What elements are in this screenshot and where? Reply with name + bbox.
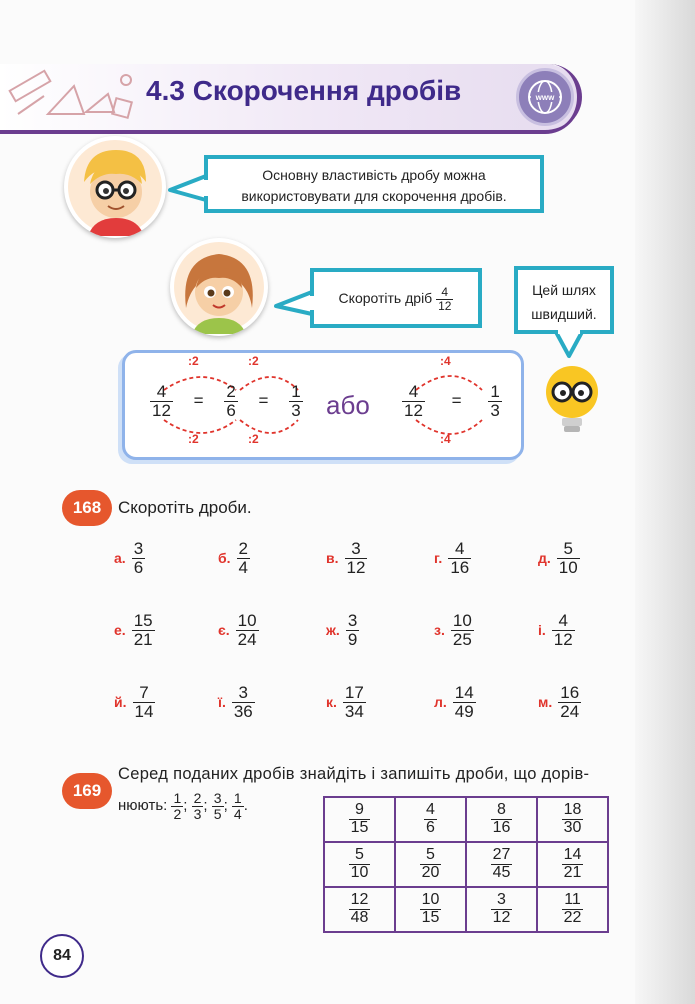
page-number: 84 bbox=[40, 934, 84, 978]
item-fraction bbox=[453, 684, 476, 721]
numerator: 5 bbox=[349, 847, 371, 865]
numerator: 4 bbox=[150, 383, 173, 402]
exercise-168-number: 168 bbox=[62, 490, 112, 526]
item-label: і. bbox=[538, 622, 546, 639]
example-chain-2 bbox=[402, 383, 502, 420]
numerator: 3 bbox=[213, 790, 222, 806]
section-title: 4.3 Скорочення дробів bbox=[146, 75, 462, 106]
cell-fraction bbox=[491, 847, 513, 882]
cell-fraction bbox=[420, 847, 442, 882]
table-cell bbox=[324, 797, 395, 842]
target-fraction bbox=[192, 791, 204, 821]
numerator: 16 bbox=[560, 683, 580, 702]
item-fraction bbox=[236, 612, 259, 649]
numerator: 2 bbox=[238, 539, 249, 558]
item-fraction bbox=[345, 540, 368, 577]
exercise-168-item bbox=[326, 684, 366, 721]
girl-speech-text: Скоротіть дріб bbox=[338, 290, 433, 306]
denominator: 6 bbox=[226, 400, 236, 420]
denominator: 16 bbox=[492, 819, 511, 836]
table-cell bbox=[537, 797, 608, 842]
denominator: 24 bbox=[560, 701, 580, 721]
cell-fraction bbox=[562, 802, 584, 837]
exercise-168-item bbox=[114, 684, 155, 721]
item-label: д. bbox=[538, 550, 551, 567]
exercise-168-item bbox=[434, 612, 474, 649]
denominator: 22 bbox=[563, 909, 582, 926]
girl-avatar bbox=[170, 238, 268, 336]
item-fraction bbox=[552, 612, 575, 649]
numerator: 15 bbox=[133, 611, 153, 630]
table-row bbox=[324, 842, 608, 887]
denominator: 12 bbox=[152, 400, 171, 420]
example-fraction bbox=[224, 383, 237, 420]
item-fraction bbox=[133, 684, 156, 721]
item-fraction bbox=[343, 684, 366, 721]
item-fraction bbox=[132, 540, 145, 577]
denominator: 15 bbox=[421, 909, 440, 926]
exercise-168-item bbox=[326, 540, 367, 577]
numerator: 8 bbox=[491, 802, 513, 820]
step2-top-label: :2 bbox=[248, 354, 259, 368]
numerator: 7 bbox=[133, 684, 156, 703]
numerator: 5 bbox=[420, 847, 442, 865]
numerator: 27 bbox=[492, 846, 511, 864]
denominator: 16 bbox=[450, 557, 470, 577]
numerator: 1 bbox=[173, 790, 182, 806]
item-label: к. bbox=[326, 694, 337, 711]
denominator: 30 bbox=[563, 819, 582, 836]
denominator: 45 bbox=[492, 864, 511, 881]
denominator: 21 bbox=[133, 629, 153, 649]
table-cell bbox=[324, 842, 395, 887]
cell-fraction bbox=[420, 892, 442, 927]
numerator: 1 bbox=[233, 790, 242, 806]
denominator: 24 bbox=[237, 629, 257, 649]
numerator: 3 bbox=[345, 540, 368, 559]
exercise-168-item bbox=[538, 540, 580, 577]
table-row bbox=[324, 797, 608, 842]
item-label: б. bbox=[218, 550, 231, 567]
girl-fraction-denominator: 12 bbox=[438, 298, 452, 313]
target-fraction bbox=[212, 791, 224, 821]
globe-icon bbox=[519, 71, 571, 123]
table-cell bbox=[324, 887, 395, 932]
item-fraction bbox=[237, 540, 250, 577]
item-fraction bbox=[132, 612, 155, 649]
item-fraction bbox=[558, 684, 581, 721]
geometry-tools-icon bbox=[4, 66, 144, 126]
cell-fraction bbox=[491, 892, 513, 927]
item-label: а. bbox=[114, 550, 126, 567]
denominator: 48 bbox=[350, 909, 369, 926]
equals-sign: = bbox=[258, 390, 269, 410]
bulb-bubble-tail bbox=[552, 330, 586, 360]
table-cell bbox=[466, 842, 537, 887]
denominator: 9 bbox=[347, 629, 358, 649]
item-label: з. bbox=[434, 622, 445, 639]
exercise-168-item bbox=[218, 612, 259, 649]
denominator: 12 bbox=[492, 909, 511, 926]
denominator: 3 bbox=[490, 400, 500, 420]
cell-fraction bbox=[349, 802, 371, 837]
equals-sign: = bbox=[193, 390, 204, 410]
table-cell bbox=[537, 887, 608, 932]
numerator: 5 bbox=[557, 540, 580, 559]
cell-fraction bbox=[491, 802, 513, 837]
denominator: 10 bbox=[558, 557, 578, 577]
numerator: 2 bbox=[193, 790, 202, 806]
badge-label: www bbox=[535, 93, 555, 102]
example-fraction bbox=[402, 383, 425, 420]
girl-bubble-tail bbox=[274, 286, 314, 316]
exercise-169-line1: Серед поданих дробів знайдіть і запишіть дроби, що дорів- bbox=[118, 765, 590, 783]
target-fraction bbox=[171, 791, 183, 821]
boy-speech-bubble bbox=[204, 155, 544, 213]
item-label: й. bbox=[114, 694, 127, 711]
table-cell bbox=[466, 887, 537, 932]
table-cell bbox=[395, 887, 466, 932]
numerator: 3 bbox=[232, 684, 255, 703]
denominator: 25 bbox=[452, 629, 472, 649]
numerator: 14 bbox=[563, 846, 582, 864]
denominator: 12 bbox=[553, 629, 573, 649]
exercise-168-item bbox=[434, 540, 471, 577]
quick-top-label: :4 bbox=[440, 354, 451, 368]
numerator: 1 bbox=[291, 382, 301, 401]
cell-fraction bbox=[562, 892, 584, 927]
cell-fraction bbox=[349, 847, 371, 882]
numerator: 2 bbox=[226, 382, 236, 401]
exercise-169-line2-text: нюють: bbox=[118, 797, 168, 815]
numerator: 4 bbox=[552, 612, 575, 631]
boy-avatar bbox=[64, 136, 166, 238]
item-label: в. bbox=[326, 550, 339, 567]
numerator: 3 bbox=[491, 892, 513, 910]
item-label: ж. bbox=[326, 622, 340, 639]
denominator: 6 bbox=[426, 819, 435, 836]
item-fraction bbox=[557, 540, 580, 577]
item-fraction bbox=[346, 612, 359, 649]
bulb-speech-bubble bbox=[514, 266, 614, 334]
girl-fraction bbox=[436, 286, 453, 312]
numerator: 18 bbox=[563, 801, 582, 819]
table-cell bbox=[395, 797, 466, 842]
numerator: 11 bbox=[562, 892, 584, 910]
denominator: 15 bbox=[350, 819, 369, 836]
denominator: 14 bbox=[134, 701, 154, 721]
girl-fraction-numerator: 4 bbox=[436, 286, 453, 300]
exercise-169-line2: нюють: $\frac{1}{2}$ ; $\frac{2}{3}$ ; $\frac{3}{5}$ ; $\frac{1}{4}$ . bbox=[118, 790, 248, 822]
or-word: або bbox=[326, 390, 370, 420]
table-cell bbox=[466, 797, 537, 842]
item-label: ї. bbox=[218, 694, 226, 711]
table-cell bbox=[395, 842, 466, 887]
quick-bottom-label: :4 bbox=[440, 432, 451, 446]
numerator: 17 bbox=[344, 683, 364, 702]
lightbulb-icon bbox=[540, 360, 604, 440]
boy-bubble-tail bbox=[168, 172, 208, 202]
boy-speech-text: Основну властивість дробу можна використовувати для скорочення дробів. bbox=[241, 167, 507, 204]
step1-top-label: :2 bbox=[188, 354, 199, 368]
step1-bottom-label: :2 bbox=[188, 432, 199, 446]
item-fraction bbox=[232, 684, 255, 721]
bulb-speech-text: Цей шлях швидший. bbox=[531, 282, 597, 322]
denominator: 49 bbox=[454, 701, 474, 721]
example-fraction bbox=[289, 383, 302, 420]
denominator: 4 bbox=[238, 557, 249, 577]
numerator: 4 bbox=[426, 801, 435, 819]
numerator: 14 bbox=[454, 683, 474, 702]
fractions-table-body bbox=[324, 797, 608, 932]
equals-sign: = bbox=[451, 390, 462, 410]
exercise-168-item bbox=[114, 540, 145, 577]
item-fraction bbox=[451, 612, 474, 649]
denominator: 20 bbox=[421, 864, 440, 881]
numerator: 9 bbox=[349, 802, 371, 820]
exercise-168-item bbox=[218, 684, 255, 721]
girl-speech-bubble bbox=[310, 268, 482, 328]
denominator: 3 bbox=[291, 400, 301, 420]
numerator: 4 bbox=[402, 383, 425, 402]
table-row bbox=[324, 887, 608, 932]
numerator: 3 bbox=[133, 539, 144, 558]
numerator: 10 bbox=[421, 891, 440, 909]
numerator: 3 bbox=[347, 611, 358, 630]
denominator: 10 bbox=[350, 864, 369, 881]
fractions-table bbox=[323, 796, 609, 933]
target-fraction bbox=[232, 791, 244, 821]
web-resource-icon[interactable] bbox=[516, 68, 574, 126]
cell-fraction bbox=[562, 847, 584, 882]
exercise-168-prompt: Скоротіть дроби. bbox=[118, 498, 252, 517]
cell-fraction bbox=[349, 892, 371, 927]
denominator: 21 bbox=[563, 864, 582, 881]
numerator: 10 bbox=[237, 611, 257, 630]
example-chain-1 bbox=[150, 383, 303, 420]
item-fraction bbox=[448, 540, 471, 577]
book-spine-shadow bbox=[635, 0, 695, 1004]
step2-bottom-label: :2 bbox=[248, 432, 259, 446]
item-label: є. bbox=[218, 622, 230, 639]
exercise-168-item bbox=[218, 540, 250, 577]
exercise-168-item bbox=[434, 684, 476, 721]
denominator: 34 bbox=[344, 701, 364, 721]
denominator: 2 bbox=[173, 805, 182, 822]
example-fraction bbox=[150, 383, 173, 420]
exercise-169-number: 169 bbox=[62, 773, 112, 809]
item-label: е. bbox=[114, 622, 126, 639]
denominator: 12 bbox=[404, 400, 423, 420]
denominator: 36 bbox=[233, 701, 253, 721]
exercise-168-item bbox=[538, 612, 575, 649]
exercise-168-item bbox=[326, 612, 359, 649]
exercise-168-item bbox=[538, 684, 581, 721]
numerator: 1 bbox=[490, 382, 500, 401]
example-fraction bbox=[488, 383, 501, 420]
numerator: 10 bbox=[452, 611, 472, 630]
exercise-168-item bbox=[114, 612, 155, 649]
denominator: 3 bbox=[193, 805, 202, 822]
item-label: г. bbox=[434, 550, 443, 567]
item-label: м. bbox=[538, 694, 553, 711]
denominator: 12 bbox=[346, 557, 366, 577]
item-label: л. bbox=[434, 694, 447, 711]
numerator: 12 bbox=[350, 891, 369, 909]
denominator: 4 bbox=[233, 805, 242, 822]
denominator: 6 bbox=[133, 557, 144, 577]
table-cell bbox=[537, 842, 608, 887]
cell-fraction bbox=[424, 802, 437, 837]
numerator: 4 bbox=[448, 540, 471, 559]
denominator: 5 bbox=[213, 805, 222, 822]
